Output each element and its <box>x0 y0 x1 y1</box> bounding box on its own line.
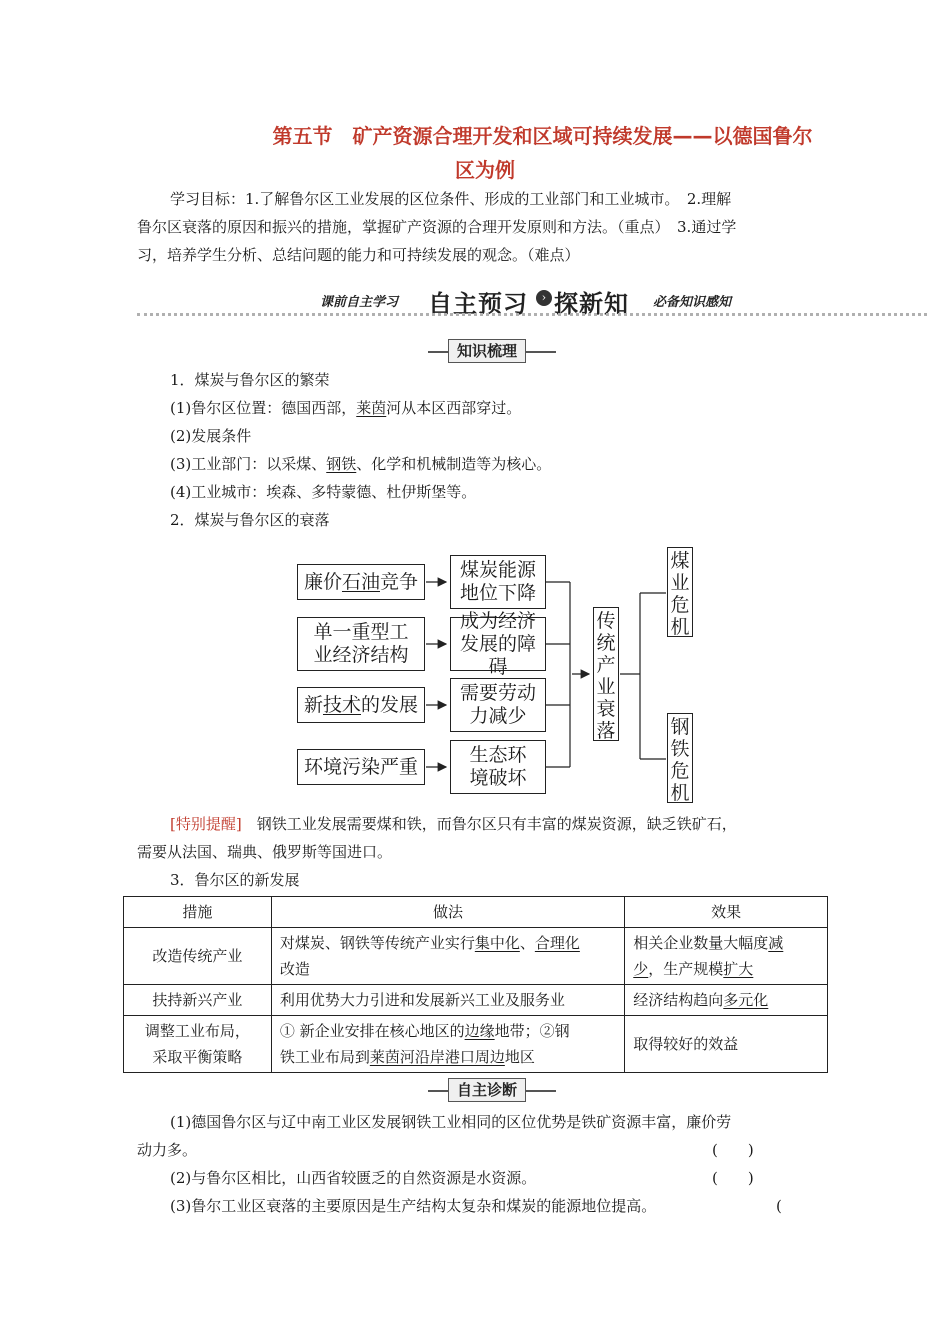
cause-new-technology: 新 技术 的发展 <box>297 687 425 723</box>
special-tip: [特别提醒] 钢铁工业发展需要煤和铁，而鲁尔区只有丰富的煤炭资源，缺乏铁矿石， <box>170 815 737 833</box>
question-1: (1)德国鲁尔区与辽中南工业区发展钢铁工业相同的区位优势是铁矿资源丰富，廉价劳 <box>170 1113 732 1131</box>
table-header-row <box>124 897 828 928</box>
traditional-industry-decline: 传统产业衰落 <box>593 607 619 741</box>
section-banner: 课前自主学习 自主预习 › 探新知 必备知识感知 <box>320 290 732 318</box>
objectives-line-2: 鲁尔区衰落的原因和振兴的措施，掌握矿产资源的合理开发原则和方法。（重点） 3.通过学 <box>137 218 737 236</box>
special-tip-cont: 需要从法国、瑞典、俄罗斯等国进口。 <box>137 843 393 861</box>
table-row: 扶持新兴产业 利用优势大力引进和发展新兴工业及服务业 经济结构趋向多元化 <box>124 985 828 1016</box>
s1-conditions: (2)发展条件 <box>170 427 252 445</box>
s1-location: (1)鲁尔区位置：德国西部，莱茵河从本区西部穿过。 <box>170 399 522 417</box>
s3-heading: 3．鲁尔区的新发展 <box>170 871 300 889</box>
s1-industries: (3)工业部门：以采煤、钢铁、化学和机械制造等为核心。 <box>170 455 552 473</box>
steel-crisis: 钢铁危机 <box>667 713 693 803</box>
header-methods: 做法 <box>271 897 624 928</box>
effect-coal-status: 煤炭能源地位下降 <box>450 555 546 609</box>
objectives-line-3: 习，培养学生分析、总结问题的能力和可持续发展的观念。（难点） <box>137 246 580 264</box>
question-1-cont: 动力多。 <box>137 1141 198 1159</box>
cause-pollution: 环境污染严重 <box>297 749 425 785</box>
header-effects: 效果 <box>625 897 828 928</box>
decline-diagram <box>290 545 710 805</box>
coal-crisis: 煤业危机 <box>667 547 693 637</box>
effect-labor: 需要劳动力减少 <box>450 678 546 732</box>
page-title: 第五节 矿产资源合理开发和区域可持续发展——以德国鲁尔 <box>272 124 813 148</box>
banner-divider <box>137 313 927 316</box>
tip-label: [特别提醒] <box>170 815 242 833</box>
arrow-circle-icon: › <box>536 290 552 306</box>
cause-heavy-industry: 单一重型工业经济结构 <box>297 617 425 671</box>
header-measures: 措施 <box>124 897 272 928</box>
s1-heading: 1．煤炭与鲁尔区的繁荣 <box>170 371 330 389</box>
table-row: 改造传统产业 对煤炭、钢铁等传统产业实行集中化、合理化 改造 相关企业数量大幅度减 少，生产规模扩大 <box>124 928 828 985</box>
s2-heading: 2．煤炭与鲁尔区的衰落 <box>170 511 330 529</box>
effect-ecology: 生态环境破坏 <box>450 740 546 794</box>
s1-cities: (4)工业城市：埃森、多特蒙德、杜伊斯堡等。 <box>170 483 477 501</box>
objectives-line-1: 学习目标：1.了解鲁尔区工业发展的区位条件、形成的工业部门和工业城市。 2.理解 <box>170 190 732 208</box>
diagnosis-tag: 自主诊断 <box>448 1078 526 1102</box>
table-row: 调整工业布局， 采取平衡策略 ① 新企业安排在核心地区的边缘地带；②钢 铁工业布局到莱茵河沿岸港口周边地区 取得较好的效益 <box>124 1016 828 1073</box>
development-table <box>123 896 828 1073</box>
answer-blank-3[interactable]: ( <box>776 1197 782 1215</box>
cause-oil-competition: 廉价 石油 竞争 <box>297 564 425 600</box>
question-2: (2)与鲁尔区相比，山西省较匮乏的自然资源是水资源。 <box>170 1169 537 1187</box>
effect-obstacle: 成为经济发展的障碍 <box>450 617 546 671</box>
answer-blank-2[interactable]: ( ) <box>712 1169 754 1187</box>
question-3: (3)鲁尔工业区衰落的主要原因是生产结构太复杂和煤炭的能源地位提高。 <box>170 1197 657 1215</box>
answer-blank-1[interactable]: ( ) <box>712 1141 754 1159</box>
page-title-cont: 区为例 <box>455 158 515 182</box>
knowledge-tag: 知识梳理 <box>448 339 526 363</box>
